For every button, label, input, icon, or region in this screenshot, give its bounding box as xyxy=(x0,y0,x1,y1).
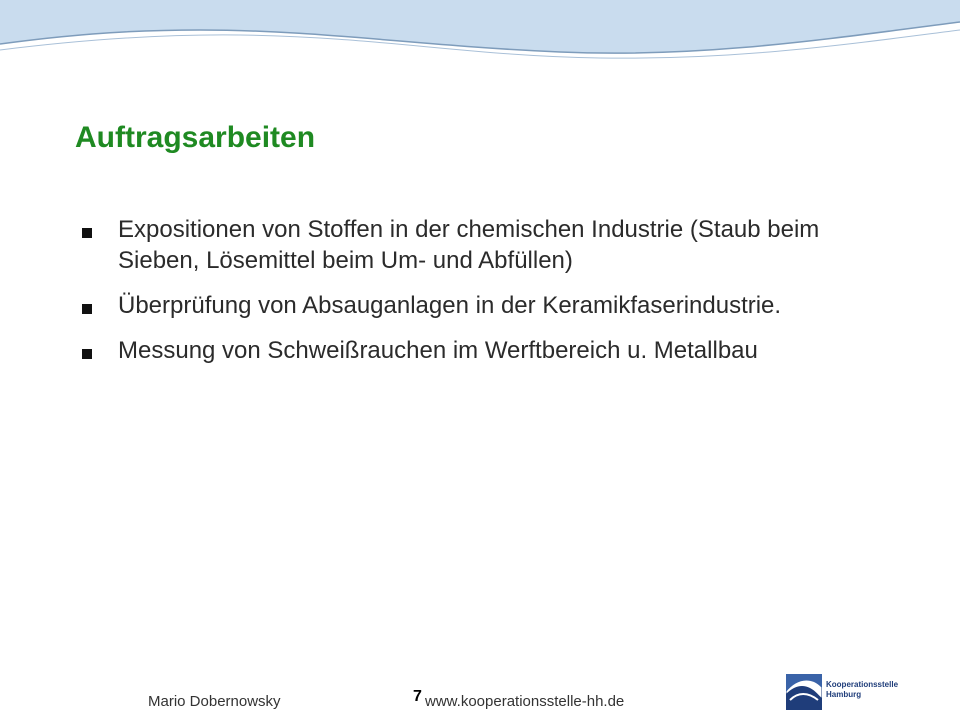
logo-text xyxy=(826,680,898,700)
bullet-item xyxy=(82,214,882,276)
logo-line1: Kooperationsstelle xyxy=(826,680,899,689)
square-bullet-icon xyxy=(82,304,92,314)
footer-url: www.kooperationsstelle-hh.de xyxy=(425,693,625,710)
square-bullet-icon xyxy=(82,349,92,359)
square-bullet-icon xyxy=(82,228,92,238)
logo-wave-icon xyxy=(786,674,822,710)
footer-author: Mario Dobernowsky xyxy=(148,693,281,710)
bullet-text: Überprüfung von Absauganlagen in der Keramikfaserindustrie. xyxy=(118,292,782,319)
bullet-text: Expositionen von Stoffen in der chemischen Industrie (Staub beim Sieben, Lösemittel beim Um- und Abfüllen) xyxy=(118,216,820,274)
page-number: 7 xyxy=(413,688,422,705)
logo-line2: Hamburg xyxy=(826,690,862,699)
header-wave-decoration xyxy=(0,0,960,70)
bullet-item xyxy=(82,335,882,366)
bullet-text: Messung von Schweißrauchen im Werftbereich u. Metallbau xyxy=(118,337,758,364)
bullet-list xyxy=(82,214,882,380)
organization-logo xyxy=(786,674,916,714)
bullet-item xyxy=(82,290,882,321)
slide-title: Auftragsarbeiten xyxy=(75,121,316,154)
